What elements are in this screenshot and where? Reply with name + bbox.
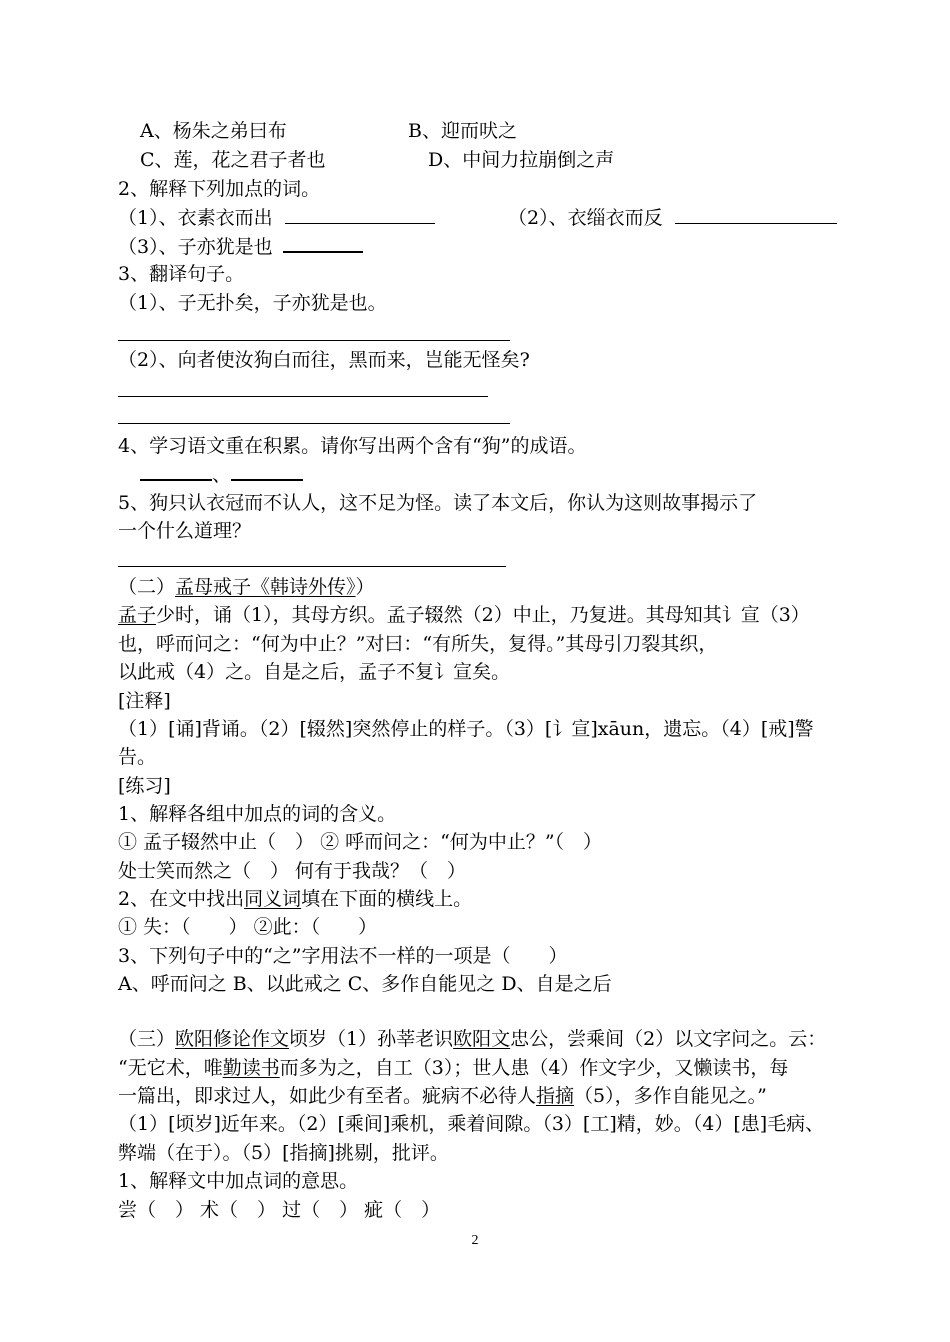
question-3-title: 3、翻译句子。 [118, 263, 245, 285]
exercise-3-title: 3、下列句子中的“之”字用法不一样的一项是（ ） [118, 945, 568, 967]
underlined-term: 勤读书 [222, 1057, 280, 1079]
answer-blank[interactable] [231, 461, 303, 481]
underlined-term: 欧阳文 [453, 1028, 511, 1050]
exercise-3-options: A、呼而问之 B、以此戒之 C、多作自能见之 D、自是之后 [118, 973, 612, 995]
exercise-1-line-1: ① 孟子辍然中止（ ） ② 呼而问之：“何为中止？”（ ） [118, 831, 603, 853]
text: 顷岁（1）孙莘老识 [289, 1028, 454, 1050]
question-5-line-1: 5、狗只认衣冠而不认人，这不足为怪。读了本文后，你认为这则故事揭示了 [118, 492, 758, 514]
question-2-item-3 [118, 233, 363, 260]
underlined-term: 指摘 [536, 1085, 575, 1107]
answer-blank[interactable] [285, 205, 435, 224]
text: 2、在文中找出 [118, 888, 245, 910]
section-3-exercise-1-title: 1、解释文中加点词的意思。 [118, 1170, 359, 1192]
notes-line-1: （1）[诵]背诵。（2）[辍然]突然停止的样子。（3）[讠宣]xāun，遗忘。（4）[戒]警 [118, 718, 814, 740]
page-number: 2 [471, 1233, 479, 1248]
text: 少时，诵（1），其母方织。孟子辍然（2）中止，乃复进。其母知其讠宣（3） [156, 604, 810, 626]
practice-label: [练习] [118, 775, 171, 797]
section-title: 欧阳修论作文 [175, 1028, 290, 1050]
section-3-line-3 [118, 1083, 767, 1109]
answer-blank[interactable] [675, 205, 837, 224]
item-text: （2）、衣缁衣而反 [508, 207, 663, 229]
exercise-1-title: 1、解释各组中加点的词的含义。 [118, 803, 397, 825]
question-3-item-1: （1）、子无扑矣，子亦犹是也。 [118, 292, 387, 314]
section-3-notes-line-1: （1）[顷岁]近年来。（2）[乘间]乘机，乘着间隙。（3）[工]精，妙。（4）[患]毛病、 [118, 1113, 825, 1135]
section-title: 孟母戒子 [175, 576, 252, 598]
text: 忠公，尝乘间（2）以文字问之。云： [510, 1028, 827, 1050]
option-a: A、杨朱之弟曰布 [140, 120, 287, 142]
underlined-term: 同义词 [244, 888, 302, 910]
text: 一篇出，即求过人，如此少有至者。疵病不必待人 [118, 1085, 537, 1107]
option-c: C、莲，花之君子者也 [140, 149, 326, 171]
exercise-2-title [118, 886, 472, 912]
exercise-2-line: ① 失：（ ） ②此：（ ） [118, 916, 378, 938]
section-3-exercise-1-line: 尝（ ） 术（ ） 过（ ） 疵（ ） [118, 1199, 441, 1221]
question-4-blanks [140, 461, 303, 488]
section-suffix: ） [355, 576, 375, 598]
text: “无它术，唯 [118, 1057, 223, 1079]
exercise-1-line-2: 处士笑而然之（ ） 何有于我哉？（ ） [118, 860, 467, 882]
notes-line-2: 告。 [118, 746, 157, 768]
person-name: 孟子 [118, 604, 157, 626]
section-3-notes-line-2: 弊端（在于）。（5）[指摘]挑剔，批评。 [118, 1142, 449, 1164]
item-text: （1）、衣素衣而出 [118, 207, 273, 229]
section-source: 《韩诗外传》 [251, 576, 356, 598]
question-2-item-1 [118, 205, 435, 231]
section-prefix: （三） [118, 1028, 176, 1050]
section-3-line-2 [118, 1055, 788, 1081]
question-3-item-2: （2）、向者使汝狗白而往，黑而来，岂能无怪矣? [118, 349, 530, 371]
question-5-line-2: 一个什么道理？ [118, 520, 252, 542]
answer-line[interactable] [118, 396, 488, 397]
option-b: B、迎而吠之 [408, 120, 517, 142]
item-text: （3）、子亦犹是也 [118, 236, 273, 258]
separator: 、 [212, 464, 232, 486]
section-2-text-line-3: 以此戒（4）之。自是之后，孟子不复讠宣矣。 [118, 661, 511, 683]
section-2-text-line-2: 也，呼而问之：“何为中止？”对曰：“有所失，复得。”其母引刀裂其织， [118, 633, 718, 655]
text: （5），多作自能见之。” [574, 1085, 767, 1107]
answer-blank[interactable] [283, 233, 363, 253]
question-2-title: 2、解释下列加点的词。 [118, 178, 321, 200]
option-d: D、中间力拉崩倒之声 [428, 149, 615, 171]
question-2-item-2 [508, 205, 837, 231]
answer-blank[interactable] [140, 461, 212, 481]
text: 填在下面的横线上。 [301, 888, 473, 910]
text: 而多为之，自工（3）；世人患（4）作文字少，又懒读书，每 [279, 1057, 789, 1079]
answer-line[interactable] [118, 566, 506, 567]
answer-line[interactable] [118, 340, 510, 341]
question-4-title: 4、学习语文重在积累。请你写出两个含有“狗”的成语。 [118, 435, 587, 457]
section-2-heading [118, 574, 375, 600]
answer-line[interactable] [118, 423, 510, 424]
notes-label: [注释] [118, 690, 171, 712]
section-2-text-line-1 [118, 602, 810, 628]
section-3-line-1 [118, 1026, 826, 1052]
section-prefix: （二） [118, 576, 176, 598]
